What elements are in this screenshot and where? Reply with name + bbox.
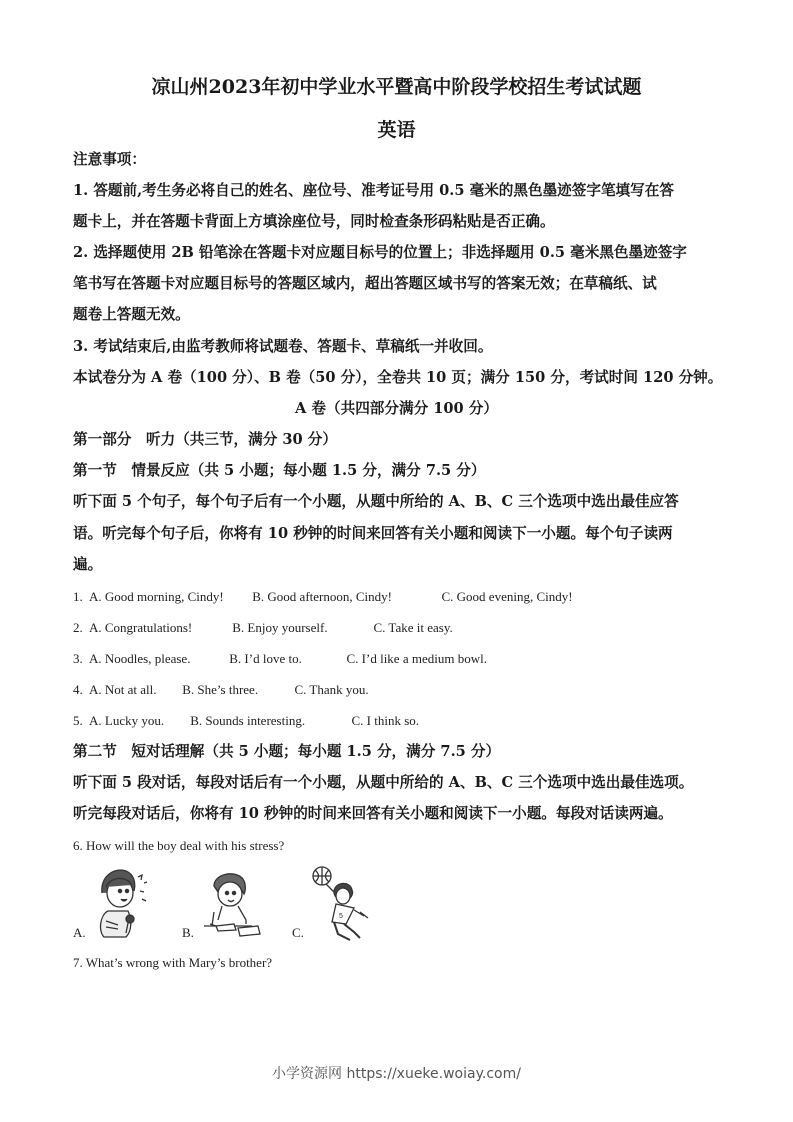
notice-3-line-1: 3. 考试结束后,由监考教师将试题卷、答题卡、草稿纸一并收回。 [73, 338, 493, 355]
subject-heading: 英语 [377, 119, 416, 141]
question-5 [73, 712, 419, 730]
watermark-footer: 小学资源网 https://xueke.woiay.com/ [272, 1066, 521, 1082]
notice-1-line-2: 题卡上，并在答题卡背面上方填涂座位号，同时检查条形码粘贴是否正确。 [73, 213, 555, 230]
exam-title: 凉山州2023年初中学业水平暨高中阶段学校招生考试试题 [151, 76, 642, 98]
question-6-text: 6. How will the boy deal with his stress? [73, 838, 285, 853]
question-7-text: 7. What’s wrong with Mary’s brother? [73, 955, 273, 970]
picture-label-a: A. [73, 925, 86, 940]
part1-heading: 第一部分 听力（共三节，满分 30 分） [73, 431, 337, 448]
section1-instruction-line-1: 听下面 5 个句子，每个句子后有一个小题，从题中所给的 A、B、C 三个选项中选出最佳应答 [73, 493, 679, 510]
option-c: C. I’d like a medium bowl. [346, 651, 487, 666]
option-c: C. Thank you. [294, 682, 369, 697]
notice-2-line-1: 2. 选择题使用 2B 铅笔涂在答题卡对应题目标号的位置上；非选择题用 0.5 毫米黑色墨迹签字 [73, 244, 687, 261]
notice-heading: 注意事项： [73, 151, 146, 168]
question-number: 2. [73, 620, 83, 635]
question-4 [73, 681, 369, 699]
question-number: 5. [73, 713, 83, 728]
option-c: C. I think so. [351, 713, 420, 728]
option-b: B. Good afternoon, Cindy! [252, 589, 392, 604]
notice-2-line-3: 题卷上答题无效。 [73, 306, 190, 323]
option-b: B. I’d love to. [229, 651, 302, 666]
section2-instruction-line-1: 听下面 5 段对话，每段对话后有一个小题，从题中所给的 A、B、C 三个选项中选出最佳选项。 [73, 774, 694, 791]
boy-singing-with-microphone-icon [92, 863, 160, 941]
question-1 [73, 588, 573, 606]
picture-label-b: B. [182, 925, 194, 940]
question-3 [73, 650, 487, 668]
question-2 [73, 619, 453, 637]
option-a: A. Congratulations! [89, 620, 193, 635]
option-b: B. She’s three. [182, 682, 259, 697]
option-b: B. Sounds interesting. [190, 713, 306, 728]
boy-playing-basketball-icon [310, 864, 372, 946]
boy-writing-at-desk-icon [200, 868, 268, 940]
option-a: A. Not at all. [89, 682, 157, 697]
notice-2-line-2: 笔书写在答题卡对应题目标号的答题区域内，超出答题区域书写的答案无效；在草稿纸、试 [73, 275, 657, 292]
option-a: A. Good morning, Cindy! [89, 589, 224, 604]
question-number: 3. [73, 651, 83, 666]
section1-instruction-line-2: 语。听完每个句子后，你将有 10 秒钟的时间来回答有关小题和阅读下一小题。每个句子读两 [73, 525, 673, 542]
question-number: 1. [73, 589, 83, 604]
option-a: A. Noodles, please. [89, 651, 191, 666]
option-a: A. Lucky you. [89, 713, 165, 728]
section1-instruction-line-3: 遍。 [73, 556, 103, 573]
section1-heading: 第一节 情景反应（共 5 小题；每小题 1.5 分，满分 7.5 分） [73, 462, 486, 479]
option-c: C. Good evening, Cindy! [441, 589, 573, 604]
paper-info: 本试卷分为 A 卷（100 分）、B 卷（50 分），全卷共 10 页；满分 150 分，考试时间 120 分钟。 [73, 369, 723, 386]
svg-text:5: 5 [339, 913, 343, 920]
notice-1-line-1: 1. 答题前,考生务必将自己的姓名、座位号、准考证号用 0.5 毫米的黑色墨迹签字笔填写在答 [73, 182, 674, 199]
volume-a-heading: A 卷（共四部分满分 100 分） [295, 400, 498, 417]
section2-heading: 第二节 短对话理解（共 5 小题；每小题 1.5 分，满分 7.5 分） [73, 743, 501, 760]
section2-instruction-line-2: 听完每段对话后，你将有 10 秒钟的时间来回答有关小题和阅读下一小题。每段对话读两遍。 [73, 805, 673, 822]
option-c: C. Take it easy. [373, 620, 453, 635]
option-b: B. Enjoy yourself. [232, 620, 328, 635]
question-number: 4. [73, 682, 83, 697]
picture-label-c: C. [292, 925, 304, 940]
